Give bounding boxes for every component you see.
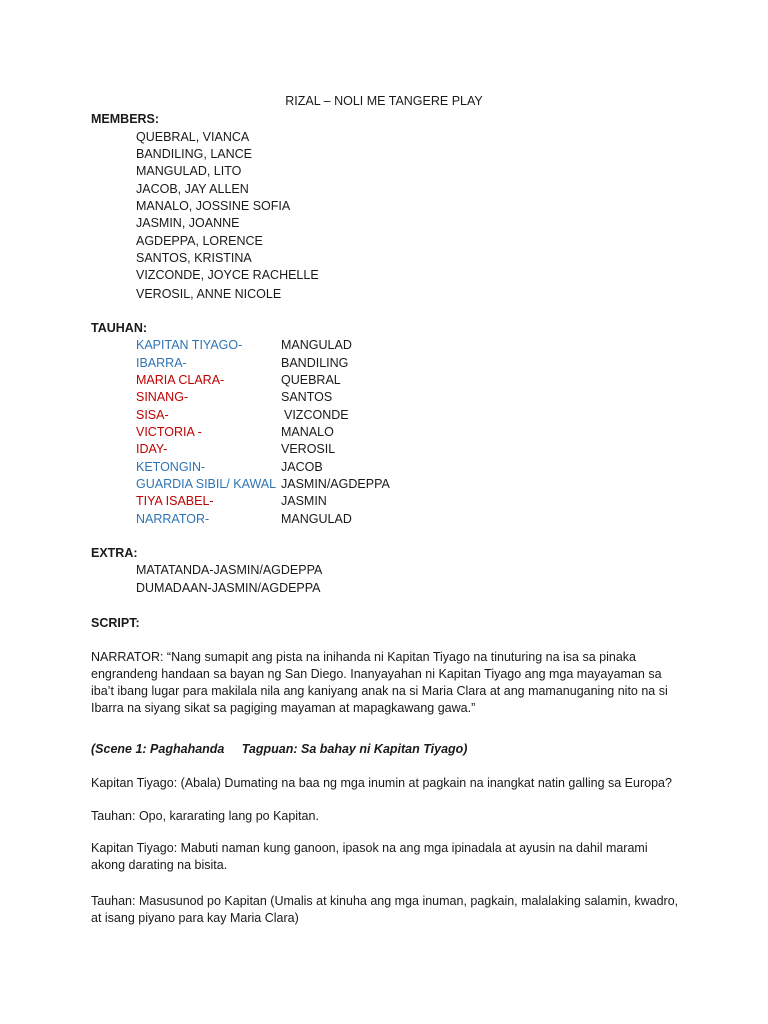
actor-name: JASMIN [281,494,327,508]
dialogue-line: Tauhan: Masusunod po Kapitan (Umalis at kinuha ang mga inuman, pagkain, malalaking salamin, kwadro, at isang piyano para kay Maria Clara) [91,894,679,925]
script-label: SCRIPT: [91,616,140,630]
role-name: VICTORIA - [136,425,202,439]
actor-name: MANGULAD [281,338,352,352]
actor-name: VIZCONDE [284,408,349,422]
member-item: VEROSIL, ANNE NICOLE [136,287,282,301]
member-item: AGDEPPA, LORENCE [136,234,263,248]
role-name: IBARRA- [136,356,187,370]
actor-name: BANDILING [281,356,349,370]
member-item: JASMIN, JOANNE [136,216,240,230]
member-item: MANALO, JOSSINE SOFIA [136,199,291,213]
actor-name: JASMIN/AGDEPPA [281,477,390,491]
member-item: QUEBRAL, VIANCA [136,130,250,144]
dialogue-line: Kapitan Tiyago: (Abala) Dumating na baa ng mga inumin at pagkain na inangkat natin galling sa Europa? [91,776,672,790]
actor-name: SANTOS [281,390,333,404]
actor-name: QUEBRAL [281,373,341,387]
scene-heading: (Scene 1: Paghahanda Tagpuan: Sa bahay ni Kapitan Tiyago) [91,742,468,756]
narrator-paragraph: NARRATOR: “Nang sumapit ang pista na inihanda ni Kapitan Tiyago na tinuturing na isa sa pinaka engrandeng handaan sa bayan ng San Diego. Inanyayahan ni Kapitan Tiyago ang mga mayayaman sa iba’t ibang lugar para makilala nila ang kaniyang anak na si Maria Clara at ang mamanuganing nito na si Ibarra na siyang sikat sa pagiging mayaman at mapagkawang gawa.” [91,650,668,715]
role-name: IDAY- [136,442,168,456]
tauhan-label: TAUHAN: [91,321,148,335]
role-name: MARIA CLARA- [136,373,225,387]
role-name: TIYA ISABEL- [136,494,214,508]
role-name: KAPITAN TIYAGO- [136,338,243,352]
actor-name: JACOB [281,460,323,474]
role-name: NARRATOR- [136,512,210,526]
dialogue-line: Tauhan: Opo, kararating lang po Kapitan. [91,809,319,823]
actor-name: MANGULAD [281,512,352,526]
extra-item: MATATANDA-JASMIN/AGDEPPA [136,563,323,577]
member-item: SANTOS, KRISTINA [136,251,252,265]
role-name: SISA- [136,408,169,422]
members-label: MEMBERS: [91,112,160,126]
member-item: BANDILING, LANCE [136,147,253,161]
role-name: KETONGIN- [136,460,206,474]
member-item: MANGULAD, LITO [136,164,242,178]
actor-name: MANALO [281,425,334,439]
document-title: RIZAL – NOLI ME TANGERE PLAY [285,94,483,108]
extra-item: DUMADAAN-JASMIN/AGDEPPA [136,581,321,595]
actor-name: VEROSIL [281,442,336,456]
role-name: SINANG- [136,390,189,404]
dialogue-line: Kapitan Tiyago: Mabuti naman kung ganoon, ipasok na ang mga ipinadala at ayusin na dahil marami akong darating na bisita. [91,841,648,872]
role-name: GUARDIA SIBIL/ KAWAL [136,477,277,491]
member-item: VIZCONDE, JOYCE RACHELLE [136,268,319,282]
member-item: JACOB, JAY ALLEN [136,182,249,196]
extra-label: EXTRA: [91,546,138,560]
